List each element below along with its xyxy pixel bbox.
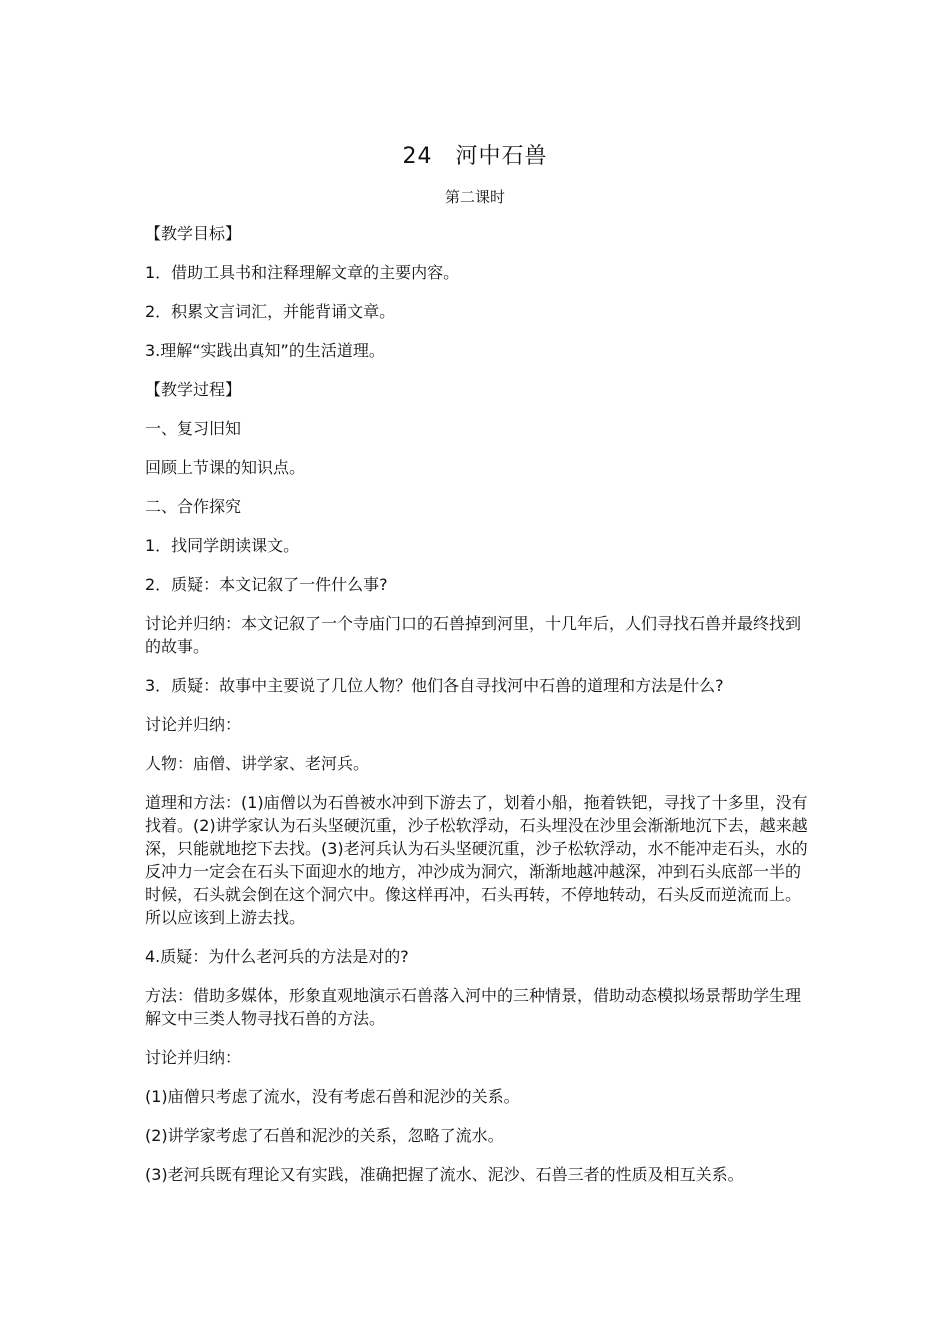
objective-item: 1．借助工具书和注释理解文章的主要内容。 [145,263,460,282]
paragraph: 方法：借助多媒体，形象直观地演示石兽落入河中的三种情景，借助动态模拟场景帮助学生理解文中三类人物寻找石兽的方法。 [145,986,802,1028]
section-heading-objectives: 【教学目标】 [145,224,242,243]
objective-item: 3.理解“实践出真知”的生活道理。 [145,341,385,360]
paragraph: 讨论并归纳： [145,1048,242,1067]
paragraph: (2)讲学家考虑了石兽和泥沙的关系，忽略了流水。 [145,1126,504,1145]
paragraph: 讨论并归纳： [145,715,242,734]
paragraph: (3)老河兵既有理论又有实践，准确把握了流水、泥沙、石兽三者的性质及相互关系。 [145,1165,744,1184]
paragraph: 讨论并归纳：本文记叙了一个寺庙门口的石兽掉到河里，十几年后，人们寻找石兽并最终找到的故事。 [145,614,802,656]
document-body [145,222,810,1202]
step-heading: 二、合作探究 [145,497,242,516]
document-subtitle: 第二课时 [444,188,505,206]
paragraph: 人物：庙僧、讲学家、老河兵。 [145,754,370,773]
paragraph: (1)庙僧只考虑了流水，没有考虑石兽和泥沙的关系。 [145,1087,520,1106]
objective-item: 2．积累文言词汇，并能背诵文章。 [145,302,396,321]
paragraph: 3．质疑：故事中主要说了几位人物？他们各自寻找河中石兽的道理和方法是什么? [145,676,724,695]
document-title: 24 河中石兽 [402,144,548,169]
paragraph: 2．质疑：本文记叙了一件什么事? [145,575,388,594]
paragraph: 回顾上节课的知识点。 [145,458,306,477]
section-heading-process: 【教学过程】 [145,380,242,399]
step-heading: 一、复习旧知 [145,419,242,438]
paragraph: 4.质疑：为什么老河兵的方法是对的? [145,947,409,966]
paragraph: 道理和方法：(1)庙僧以为石兽被水冲到下游去了，划着小船，拖着铁钯，寻找了十多里，没有找着。(2)讲学家认为石头坚硬沉重，沙子松软浮动，石头埋没在沙里会渐渐地沉下去，越来越深，只能就地挖下去找。(3)老河兵认为石头坚硬沉重，沙子松软浮动，水不能冲走石头，水的反冲力一定会在石头下面迎水的地方，冲沙成为洞穴，渐渐地越冲越深，冲到石头底部一半的时候，石头就会倒在这个洞穴中。像这样再冲，石头再转，不停地转动，石头反而逆流而上。所以应该到上游去找。 [145,793,808,927]
paragraph: 1．找同学朗读课文。 [145,536,300,555]
